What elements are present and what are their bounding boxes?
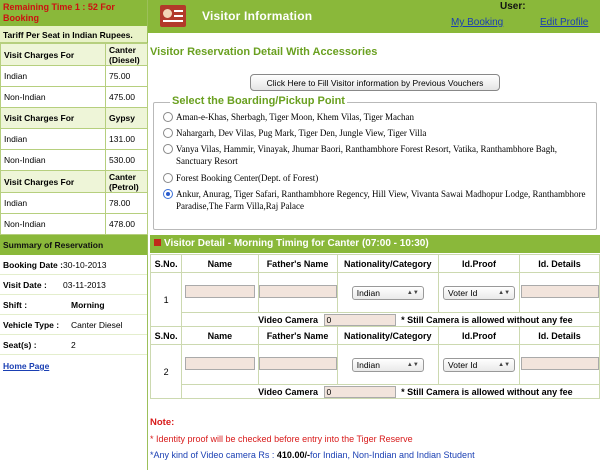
father-name-input[interactable]	[259, 357, 337, 370]
camera-note: * Still Camera is allowed without any fee	[401, 314, 573, 325]
col-header: Name	[182, 327, 258, 345]
note-2-prefix: *Any kind of Video camera Rs :	[150, 450, 275, 460]
summary-label: Seat(s) :	[3, 339, 37, 350]
name-input[interactable]	[185, 357, 255, 370]
tariff-head-label: Visit Charges For	[1, 171, 106, 193]
col-header: Name	[182, 255, 258, 273]
summary-visit-date	[0, 275, 147, 295]
boarding-option[interactable]	[163, 172, 586, 184]
summary-shift	[0, 295, 147, 315]
tariff-label-indian: Indian	[1, 66, 106, 87]
boarding-point-fieldset	[153, 95, 597, 230]
camera-cell	[182, 313, 600, 327]
my-booking-link[interactable]: My Booking	[451, 17, 504, 28]
col-header: Id.Proof	[439, 255, 520, 273]
boarding-option[interactable]	[163, 143, 586, 167]
tariff-label-indian: Indian	[1, 129, 106, 150]
col-header: S.No.	[151, 327, 182, 345]
summary-value: Canter Diesel	[71, 319, 123, 330]
visitor-detail-title: Visitor Detail - Morning Timing for Canter (07:00 - 10:30)	[164, 238, 429, 249]
select-arrows-icon: ▲▼	[498, 361, 511, 368]
summary-label: Visit Date :	[3, 279, 47, 290]
summary-value: 2	[71, 339, 76, 350]
name-input[interactable]	[185, 285, 255, 298]
camera-cell	[182, 385, 600, 399]
father-name-input[interactable]	[259, 285, 337, 298]
radio-button[interactable]	[163, 112, 173, 122]
visitor-detail-bar	[150, 235, 600, 253]
col-header: S.No.	[151, 255, 182, 273]
tariff-group-header	[1, 108, 148, 129]
user-name	[538, 1, 598, 12]
visitor-table	[150, 254, 600, 399]
nationality-select[interactable]	[352, 286, 424, 300]
tariff-group-header	[1, 44, 148, 66]
id-details-input[interactable]	[521, 285, 599, 298]
id-details-input[interactable]	[521, 357, 599, 370]
tariff-row	[1, 129, 148, 150]
remaining-time-line1: Remaining Time 1 : 52 For	[3, 2, 115, 12]
summary-value: 30-10-2013	[63, 259, 107, 270]
radio-button[interactable]	[163, 128, 173, 138]
video-camera-label: Video Camera	[258, 314, 319, 325]
edit-profile-link[interactable]: Edit Profile	[540, 17, 589, 28]
summary-booking-date	[0, 255, 147, 275]
col-header: Father's Name	[258, 255, 337, 273]
id-proof-select[interactable]	[443, 358, 515, 372]
visitor-camera-row	[151, 313, 600, 327]
tariff-title: Tariff Per Seat in Indian Rupees.	[0, 26, 147, 43]
sidebar	[0, 0, 148, 470]
summary-vehicle-type	[0, 315, 147, 335]
col-header: Father's Name	[258, 327, 337, 345]
visitor-camera-row	[151, 385, 600, 399]
col-header: Nationality/Category	[337, 255, 438, 273]
radio-button[interactable]	[163, 173, 173, 183]
tariff-row	[1, 66, 148, 87]
visitor-row	[151, 345, 600, 385]
bullet-icon	[154, 239, 161, 246]
nationality-value: Indian	[356, 287, 380, 298]
tariff-vehicle: Canter (Diesel)	[106, 44, 148, 66]
col-header: Nationality/Category	[337, 327, 438, 345]
summary-label: Shift :	[3, 299, 28, 310]
tariff-table	[0, 43, 148, 235]
tariff-row	[1, 214, 148, 235]
summary-title: Summary of Reservation	[0, 235, 147, 255]
select-arrows-icon: ▲▼	[406, 289, 419, 296]
id-proof-value: Voter Id	[448, 287, 478, 298]
video-camera-input[interactable]: 0	[324, 386, 396, 398]
tariff-value: 78.00	[106, 193, 148, 214]
fill-from-vouchers-button[interactable]: Click Here to Fill Visitor information by Previous Vouchers	[250, 74, 500, 91]
boarding-option-selected[interactable]	[163, 188, 586, 212]
tariff-label-non-indian: Non-Indian	[1, 150, 106, 171]
tariff-row	[1, 150, 148, 171]
note-label: Note:	[150, 417, 175, 428]
col-header: Id.Proof	[439, 327, 520, 345]
summary-label: Booking Date :	[3, 259, 63, 270]
radio-button-checked[interactable]	[163, 189, 173, 199]
main-content	[148, 33, 600, 470]
boarding-option-label: Aman-e-Khas, Sherbagh, Tiger Moon, Khem Vilas, Tiger Machan	[176, 112, 415, 122]
nationality-value: Indian	[356, 359, 380, 370]
visitor-header-row	[151, 255, 600, 273]
col-header: Id. Details	[520, 327, 600, 345]
boarding-option-label: Forest Booking Center(Dept. of Forest)	[176, 173, 319, 183]
tariff-head-label: Visit Charges For	[1, 44, 106, 66]
radio-button[interactable]	[163, 144, 173, 154]
summary-value: 03-11-2013	[63, 279, 106, 290]
note-2-suffix: for Indian, Non-Indian and Indian Student	[309, 450, 475, 460]
video-camera-label: Video Camera	[258, 386, 319, 397]
page-header-title: Visitor Information	[202, 9, 313, 23]
tariff-value: 478.00	[106, 214, 148, 235]
tariff-group-header	[1, 171, 148, 193]
tariff-label-non-indian: Non-Indian	[1, 87, 106, 108]
boarding-option[interactable]	[163, 127, 586, 139]
id-proof-value: Voter Id	[448, 359, 478, 370]
tariff-label-indian: Indian	[1, 193, 106, 214]
tariff-row	[1, 193, 148, 214]
remaining-time	[0, 0, 147, 26]
boarding-option[interactable]	[163, 111, 586, 123]
tariff-value: 530.00	[106, 150, 148, 171]
remaining-time-line2: Booking	[3, 13, 39, 23]
tariff-vehicle: Gypsy	[106, 108, 148, 129]
boarding-option-label: Ankur, Anurag, Tiger Safari, Ranthambhore Regency, Hill View, Vivanta Sawai Madhopur Lodge, Ranthambhore Paradise,The Farm Villa,Raj Palace	[176, 189, 586, 211]
tariff-value: 131.00	[106, 129, 148, 150]
select-arrows-icon: ▲▼	[406, 361, 419, 368]
user-label: User:	[500, 1, 526, 12]
summary-seats	[0, 335, 147, 355]
summary-value: Morning	[71, 299, 105, 310]
tariff-head-label: Visit Charges For	[1, 108, 106, 129]
note-video-camera	[150, 450, 475, 460]
tariff-label-non-indian: Non-Indian	[1, 214, 106, 235]
page-title: Visitor Reservation Detail With Accessories	[150, 46, 378, 58]
tariff-row	[1, 87, 148, 108]
video-camera-input[interactable]: 0	[324, 314, 396, 326]
visitor-row	[151, 273, 600, 313]
home-page-link[interactable]: Home Page	[3, 361, 50, 371]
visitor-sno: 2	[151, 345, 182, 399]
boarding-option-label: Vanya Vilas, Hammir, Vinayak, Jhumar Baori, Ranthambhore Forest Resort, Vatika, Ranthambhore Bagh, Sanctuary Resort	[176, 144, 557, 166]
select-arrows-icon: ▲▼	[498, 289, 511, 296]
note-2-amount: 410.00/-	[276, 450, 310, 460]
header-bar	[148, 0, 600, 33]
boarding-option-label: Nahargarh, Dev Vilas, Pug Mark, Tiger Den, Jungle View, Tiger Villa	[176, 128, 427, 138]
visitor-header-row	[151, 327, 600, 345]
summary-label: Vehicle Type :	[3, 319, 60, 330]
visitor-sno: 1	[151, 273, 182, 327]
col-header: Id. Details	[520, 255, 600, 273]
nationality-select[interactable]	[352, 358, 424, 372]
tariff-value: 75.00	[106, 66, 148, 87]
id-proof-select[interactable]	[443, 286, 515, 300]
tariff-value: 475.00	[106, 87, 148, 108]
visitor-card-icon	[160, 5, 186, 27]
camera-note: * Still Camera is allowed without any fee	[401, 386, 573, 397]
boarding-point-legend: Select the Boarding/Pickup Point	[172, 95, 345, 107]
note-identity-proof: * Identity proof will be checked before entry into the Tiger Reserve	[150, 434, 413, 444]
tariff-vehicle: Canter (Petrol)	[106, 171, 148, 193]
